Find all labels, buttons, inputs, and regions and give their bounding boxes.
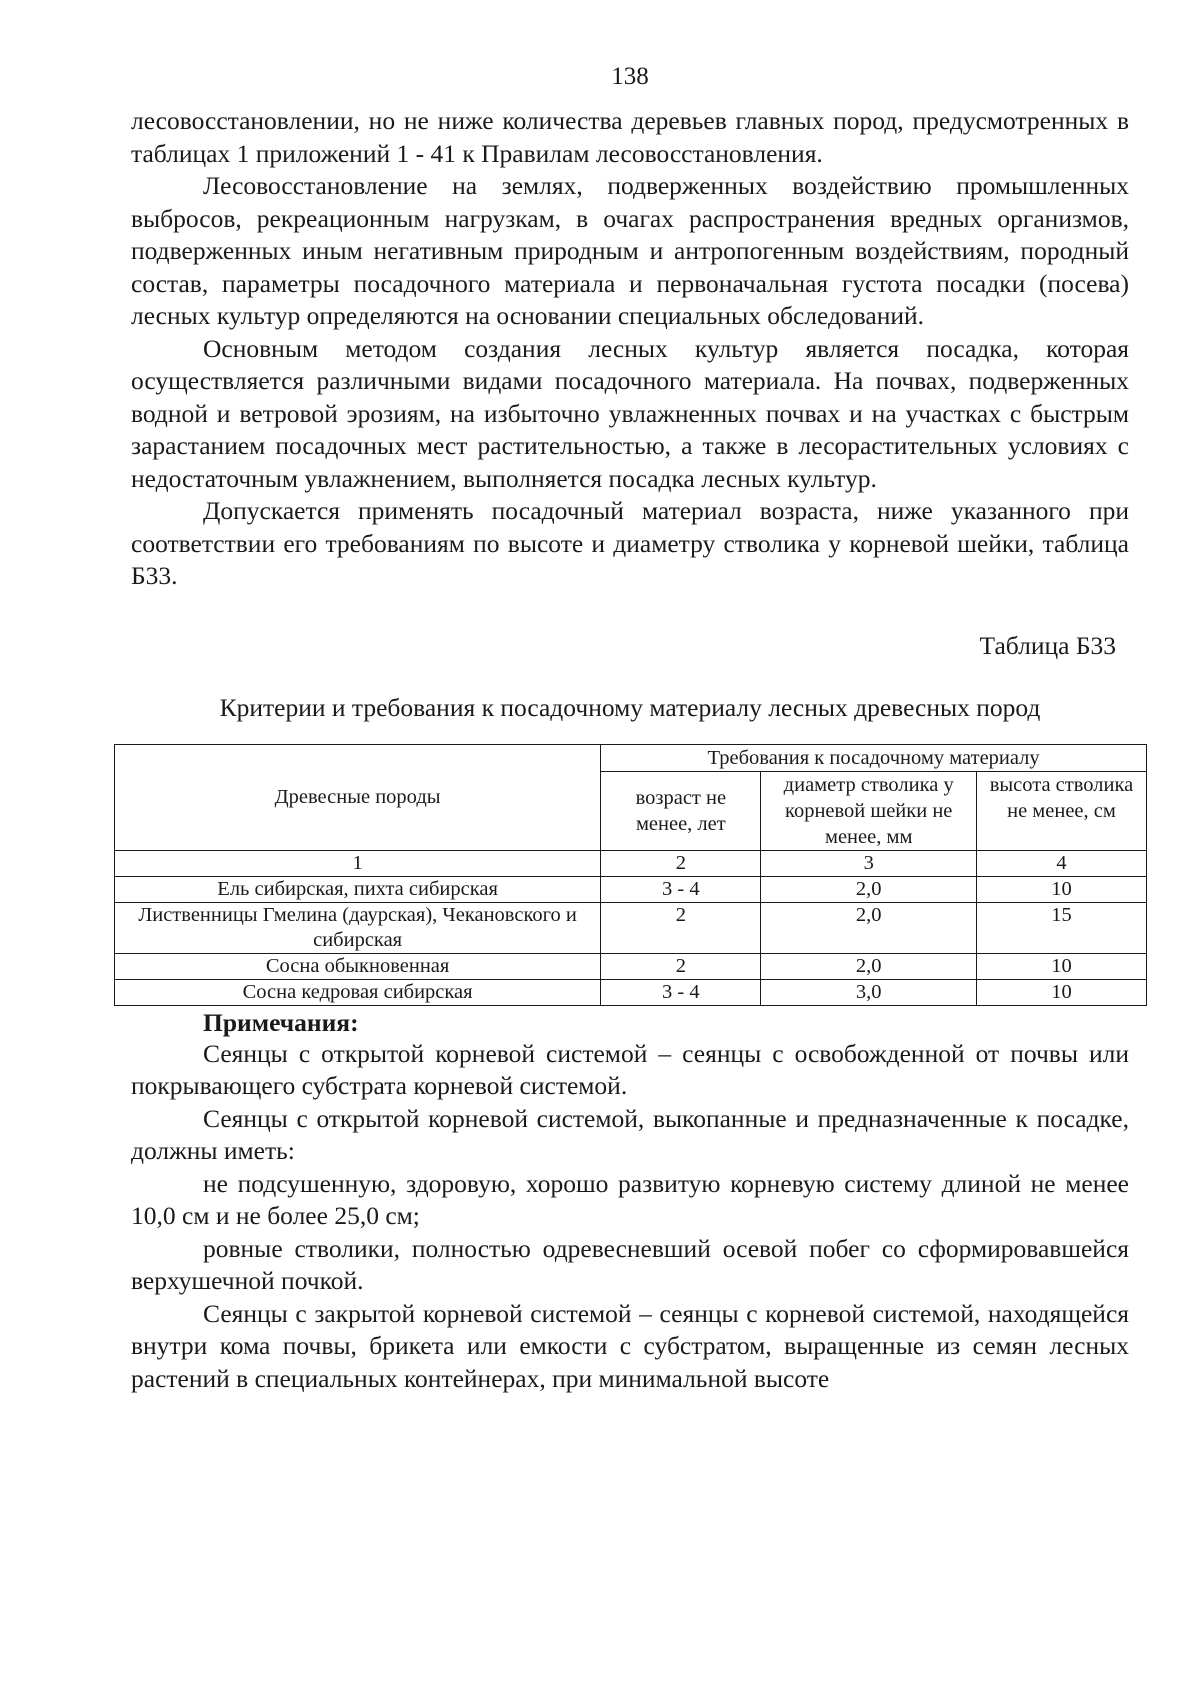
table-row [115,902,1147,953]
page-number: 138 [611,63,649,90]
table-row [115,953,1147,979]
header-requirements-group: Требования к посадочному материалу [601,744,1147,771]
cell-height: 10 [976,876,1146,902]
column-number: 1 [115,850,601,876]
column-number: 2 [601,850,761,876]
table-header-row [115,744,1147,771]
header-diameter: диаметр стволика у корневой шейки не менее, мм [761,771,976,850]
cell-age: 3 - 4 [601,876,761,902]
note-paragraph: ровные стволики, полностью одревесневший осевой побег со сформировавшейся верхушечной почкой. [131,1233,1129,1295]
note-paragraph: Сеянцы с закрытой корневой системой – сеянцы с корневой системой, находящейся внутри кома почвы, брикета или емкости с субстратом, выращенные из семян лесных растений в специальных контейнерах, при минимальной высоте [131,1298,1129,1393]
header-age: возраст не менее, лет [601,771,761,850]
column-number: 3 [761,850,976,876]
cell-diameter: 2,0 [761,953,976,979]
cell-species: Сосна кедровая сибирская [115,979,601,1005]
cell-species: Ель сибирская, пихта сибирская [115,876,601,902]
cell-diameter: 2,0 [761,902,976,953]
note-paragraph: не подсушенную, здоровую, хорошо развитую корневую систему длиной не менее 10,0 см и не более 25,0 см; [131,1168,1129,1230]
header-height: высота стволика не менее, см [976,771,1146,850]
cell-height: 15 [976,902,1146,953]
column-number-row [115,850,1147,876]
table-title: Критерии и требования к посадочному материалу лесных древесных пород [219,692,1041,722]
table-row [115,979,1147,1005]
cell-species: Лиственницы Гмелина (даурская), Чекановского и сибирская [115,902,601,953]
paragraph-special-surveys: Лесовосстановление на землях, подверженных воздействию промышленных выбросов, рекреационным нагрузкам, в очагах распространения вредных организмов, подверженных иным негативным природным и антропогенным воздействиям, породный состав, параметры посадочного материала и первоначальная густота посадки (посева) лесных культур определяются на основании специальных обследований. [131,171,1129,330]
cell-diameter: 3,0 [761,979,976,1005]
paragraph-age-allowance: Допускается применять посадочный материал возраста, ниже указанного при соответствии его требованиям по высоте и диаметру стволика у корневой шейки, таблица Б33. [131,496,1129,590]
cell-age: 2 [601,953,761,979]
cell-age: 3 - 4 [601,979,761,1005]
planting-material-table [114,744,1147,1006]
cell-diameter: 2,0 [761,876,976,902]
note-paragraph: Сеянцы с открытой корневой системой, выкопанные и предназначенные к посадке, должны иметь: [131,1103,1129,1165]
cell-species: Сосна обыкновенная [115,953,601,979]
cell-height: 10 [976,953,1146,979]
column-number: 4 [976,850,1146,876]
cell-height: 10 [976,979,1146,1005]
table-row [115,876,1147,902]
note-paragraph: Сеянцы с открытой корневой системой – сеянцы с освобожденной от почвы или покрывающего субстрата корневой системой. [131,1038,1129,1100]
cell-age: 2 [601,902,761,953]
notes-title: Примечания: [203,1007,359,1037]
header-species: Древесные породы [115,744,601,850]
paragraph-planting-method: Основным методом создания лесных культур является посадка, которая осуществляется различными видами посадочного материала. На почвах, подверженных водной и ветровой эрозиям, на избыточно увлажненных почвах и на участках с быстрым зарастанием посадочных мест растительностью, а также в лесорастительных условиях с недостаточным увлажнением, выполняется посадка лесных культур. [131,333,1129,493]
table-label: Таблица Б33 [979,630,1116,660]
document-page [131,62,1134,1395]
paragraph-continuation: лесовосстановлении, но не ниже количества деревьев главных пород, предусмотренных в таблицах 1 приложений 1 - 41 к Правилам лесовосстановления. [131,106,1129,168]
